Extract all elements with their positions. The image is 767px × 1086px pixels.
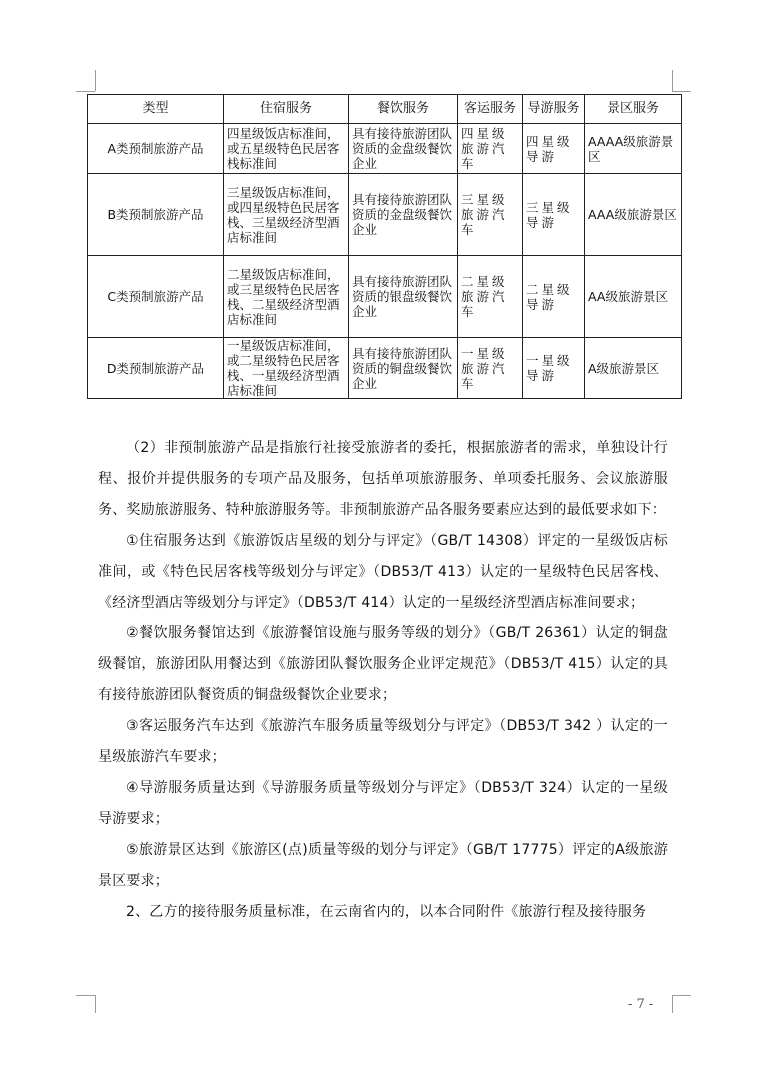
paragraph-transport-req: ③客运服务汽车达到《旅游汽车服务质量等级划分与评定》（DB53/T 342 ）认定的一星级旅游汽车要求； xyxy=(98,718,668,766)
table-row xyxy=(88,256,682,338)
table-row xyxy=(88,338,682,399)
paragraph-service-standard: 2、乙方的接待服务质量标准，在云南省内的，以本合同附件《旅游行程及接待服务 xyxy=(126,903,647,920)
paragraph-scenic-req: ⑤旅游景区达到《旅游区(点)质量等级的划分与评定》（GB/T 17775）评定的A级旅游景区要求； xyxy=(98,841,668,889)
header-lodging: 住宿服务 xyxy=(224,95,349,124)
cell-scenic: AAA级旅游景区 xyxy=(585,174,682,256)
cell-guide: 一星级导游 xyxy=(523,338,585,399)
crop-mark xyxy=(76,91,95,92)
header-transport: 客运服务 xyxy=(458,95,523,124)
crop-mark xyxy=(672,995,673,1013)
cell-catering: 具有接待旅游团队资质的铜盘级餐饮企业 xyxy=(349,338,458,399)
cell-transport: 二星级旅游汽车 xyxy=(458,256,523,338)
crop-mark xyxy=(672,995,691,996)
crop-mark xyxy=(95,995,96,1013)
cell-guide: 四星级导游 xyxy=(523,124,585,174)
cell-type: A类预制旅游产品 xyxy=(88,124,224,174)
cell-type: D类预制旅游产品 xyxy=(88,338,224,399)
header-scenic: 景区服务 xyxy=(585,95,682,124)
cell-guide: 三星级导游 xyxy=(523,174,585,256)
body-text xyxy=(98,433,668,928)
header-catering: 餐饮服务 xyxy=(349,95,458,124)
cell-catering: 具有接待旅游团队资质的银盘级餐饮企业 xyxy=(349,256,458,338)
cell-type: C类预制旅游产品 xyxy=(88,256,224,338)
cell-lodging: 三星级饭店标准间，或四星级特色民居客栈、三星级经济型酒店标准间 xyxy=(224,174,349,256)
crop-mark xyxy=(95,70,96,91)
cell-catering: 具有接待旅游团队资质的金盘级餐饮企业 xyxy=(349,174,458,256)
cell-lodging: 二星级饭店标准间，或三星级特色民居客栈、二星级经济型酒店标准间 xyxy=(224,256,349,338)
header-type: 类型 xyxy=(88,95,224,124)
cell-lodging: 四星级饭店标准间，或五星级特色民居客栈标准间 xyxy=(224,124,349,174)
cell-scenic: AAAA级旅游景区 xyxy=(585,124,682,174)
cell-lodging: 一星级饭店标准间，或二星级特色民居客栈、一星级经济型酒店标准间 xyxy=(224,338,349,399)
crop-mark xyxy=(672,70,673,91)
table-row xyxy=(88,124,682,174)
cell-transport: 一星级旅游汽车 xyxy=(458,338,523,399)
page-number: - 7 - xyxy=(628,997,654,1012)
cell-transport: 三星级旅游汽车 xyxy=(458,174,523,256)
cell-scenic: AA级旅游景区 xyxy=(585,256,682,338)
cell-catering: 具有接待旅游团队资质的金盘级餐饮企业 xyxy=(349,124,458,174)
header-guide: 导游服务 xyxy=(523,95,585,124)
cell-type: B类预制旅游产品 xyxy=(88,174,224,256)
table-row xyxy=(88,174,682,256)
paragraph-catering-req: ②餐饮服务餐馆达到《旅游餐馆设施与服务等级的划分》（GB/T 26361）认定的铜盘级餐馆，旅游团队用餐达到《旅游团队餐饮服务企业评定规范》（DB53/T 415）认定的具有接待旅游团队餐资质的铜盘级餐饮企业要求； xyxy=(98,625,668,704)
cell-transport: 四星级旅游汽车 xyxy=(458,124,523,174)
cell-scenic: A级旅游景区 xyxy=(585,338,682,399)
crop-mark xyxy=(672,91,691,92)
paragraph-guide-req: ④导游服务质量达到《导游服务质量等级划分与评定》（DB53/T 324）认定的一星级导游要求； xyxy=(98,779,668,827)
crop-mark xyxy=(76,995,95,996)
paragraph-lodging-req: ①住宿服务达到《旅游饭店星级的划分与评定》（GB/T 14308）评定的一星级饭店标准间，或《特色民居客栈等级划分与评定》（DB53/T 413）认定的一星级特色民居客栈、《经济型酒店等级划分与评定》（DB53/T 414）认定的一星级经济型酒店标准间要求； xyxy=(98,532,668,611)
paragraph-non-prefab: （2）非预制旅游产品是指旅行社接受旅游者的委托，根据旅游者的需求，单独设计行程、报价并提供服务的专项产品及服务，包括单项旅游服务、单项委托服务、会议旅游服务、奖励旅游服务、特种旅游服务等。非预制旅游产品各服务要素应达到的最低要求如下： xyxy=(98,440,668,518)
table-header-row xyxy=(88,95,682,124)
service-standards-table xyxy=(87,94,682,399)
cell-guide: 二星级导游 xyxy=(523,256,585,338)
